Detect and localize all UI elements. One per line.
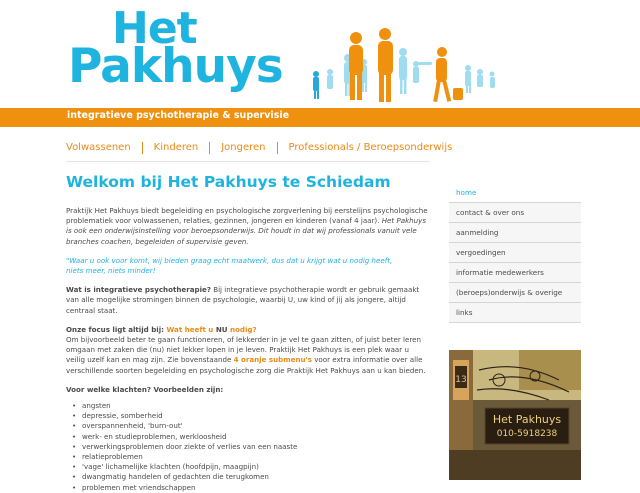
sidebar-item-onderwijs[interactable]: (beroeps)onderwijs & overige [449,283,581,303]
page-title: Welkom bij Het Pakhuys te Schiedam [66,173,391,191]
quote-paragraph [66,256,428,276]
list-item: • overspannenheid, 'burn-out' [66,421,428,431]
list-item: • depressie, somberheid [66,411,428,421]
logo-line-2: Pakhuys [68,39,283,94]
nav-jongeren[interactable]: Jongeren [209,142,276,154]
quote-line-1: "Waar u ook voor komt, wij bieden graag echt maatwerk, dus dat u krijgt wat u nodig heeft, [66,255,393,265]
sidebar-item-contact[interactable]: contact & over ons [449,203,581,223]
focus-highlight-2: nodig? [230,324,257,334]
list-item: • problemen met vriendschappen [66,483,428,493]
top-navigation [66,141,463,155]
sign-phone: 010-5918238 [496,429,558,439]
list-item: • dwangmatig handelen of gedachten die terugkomen [66,472,428,482]
complaints-heading: Voor welke klachten? Voorbeelden zijn: [66,384,224,394]
site-header [0,0,640,108]
sidebar-item-informatie-medewerkers[interactable]: informatie medewerkers [449,263,581,283]
quote-line-2: niets meer, niets minder! [66,266,156,276]
people-silhouettes-image [300,14,510,108]
focus-highlight-3: 4 oranje submenu's [233,355,312,365]
tagline-text: integratieve psychotherapie & supervisie [67,110,290,121]
sidebar-item-aanmelding[interactable]: aanmelding [449,223,581,243]
focus-nu: NU [213,324,230,334]
nav-professionals[interactable]: Professionals / Beroepsonderwijs [277,142,464,154]
intro-paragraph [66,206,428,247]
focus-highlight-1: Wat heeft u [166,324,214,334]
complaints-list [66,401,428,493]
list-item: • werk- en studieproblemen, werkloosheid [66,432,428,442]
main-content [66,172,428,493]
psychotherapy-answer: Bij integratieve psychotherapie wordt er gebruik gemaakt van alle mogelijke stromingen binnen de psychologie, waarbij U, uw kind of jij als jongere, altijd centraal staat. [66,285,420,315]
psychotherapy-paragraph [66,285,428,316]
list-item: • verwerkingsproblemen door ziekte of verlies van een naaste [66,442,428,452]
focus-text-2: voor extra informatie over alle verschillende soorten begeleiding en psychologische zorg die Praktijk Het Pakhuys aan u kan bieden. [66,355,426,375]
sidebar-item-home[interactable]: home [449,183,581,203]
tagline-bar [0,108,640,127]
intro-text: Praktijk Het Pakhuys biedt begeleiding en psychologische zorgverlening bij eerstelijns psychologische problematiek voor volwassenen, relaties, gezinnen, jongeren en kinderen (vanaf 4 jaar). [66,206,428,226]
sign-name: Het Pakhuys [492,413,562,426]
nav-volwassenen[interactable]: Volwassenen [66,142,131,153]
site-logo[interactable] [68,3,283,98]
logo-line-1: Het [112,3,197,54]
nav-kinderen[interactable]: Kinderen [142,142,210,154]
focus-text-1: Om bijvoorbeeld beter te gaan functioneren, of lekkerder in je vel te gaan zitten, of juist beter leren omgaan met zaken die (nu) niet lekker lopen in je leven. Praktijk Het Pakhuys is een plek waar u veilig uzelf kan en mag zijn. Zie bovenstaande [66,335,422,365]
list-item: • 'vage' lichamelijke klachten (hoofdpijn, maagpijn) [66,462,428,472]
sidebar-item-vergoedingen[interactable]: vergoedingen [449,243,581,263]
nav-divider [66,161,430,162]
list-item: • relatieproblemen [66,452,428,462]
intro-italic-text: Het Pakhuys is ook een onderwijsinstelling voor beroepsonderwijs. Dit houdt in dat wij professionals vanuit vele branches coachen, begeleiden of supervisie geven. [66,216,427,246]
sidebar-item-links[interactable]: links [449,303,581,323]
focus-heading: Onze focus ligt altijd bij: [66,324,167,334]
focus-paragraph [66,325,428,376]
list-item: • angsten [66,401,428,411]
sidebar-navigation [449,183,581,323]
house-number: 13 [455,375,467,385]
psychotherapy-question: Wat is integratieve psychotherapie? [66,285,211,295]
building-sign-photo [449,350,581,480]
